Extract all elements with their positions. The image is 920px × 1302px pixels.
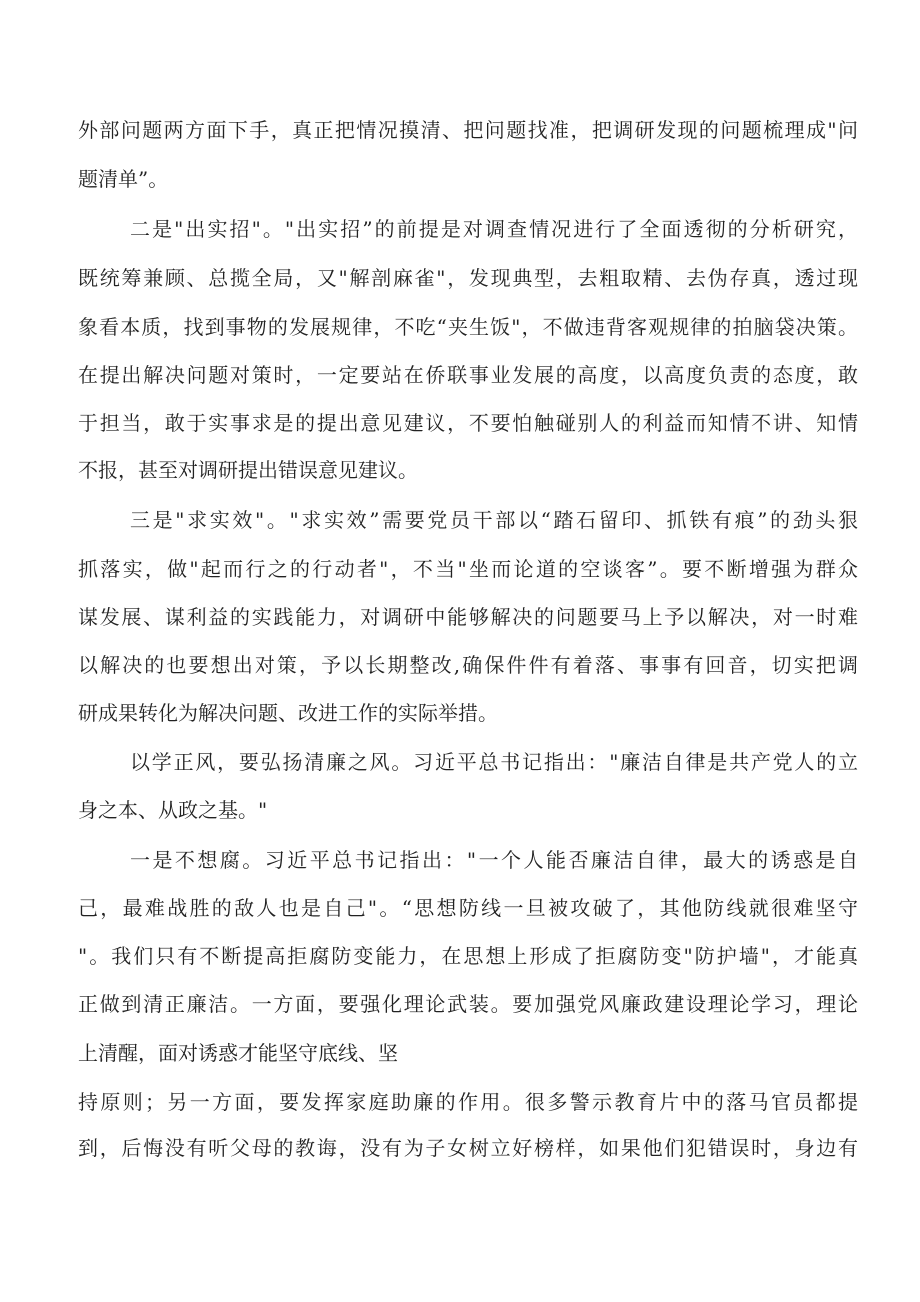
text-line: 谋发展、谋利益的实践能力，对调研中能够解决的问题要马上予以解决，对一时难 (78, 605, 858, 629)
paragraph-start-line: 三是"求实效"。"求实效”需要党员干部以“踏石留印、抓铁有痕”的劲头狠 (130, 508, 858, 532)
text-line: 于担当，敢于实事求是的提出意见建议，不要怕触碰别人的利益而知情不讲、知情 (78, 411, 858, 435)
text-line: 既统筹兼顾、总揽全局，又"解剖麻雀"，发现典型，去粗取精、去伪存真，透过现 (78, 266, 858, 290)
text-line: 正做到清正廉洁。一方面，要强化理论武装。要加强党风廉政建设理论学习，理论 (78, 992, 858, 1016)
text-line: 持原则；另一方面，要发挥家庭助廉的作用。很多警示教育片中的落马官员都提 (78, 1090, 858, 1114)
text-line: 题清单”。 (78, 167, 169, 191)
paragraph-start-line: 二是"出实招"。"出实招”的前提是对调查情况进行了全面透彻的分析研究， (130, 217, 858, 241)
text-line: 身之本、从政之基。" (78, 798, 268, 822)
paragraph-start-line: 一是不想腐。习近平总书记指出："一个人能否廉洁自律，最大的诱惑是自 (130, 848, 858, 872)
text-line: 以解决的也要想出对策，予以长期整改,确保件件有着落、事事有回音，切实把调 (78, 653, 858, 677)
text-line: 到，后悔没有听父母的教诲，没有为子女树立好榜样，如果他们犯错误时，身边有 (78, 1136, 858, 1160)
paragraph-start-line: 以学正风，要弘扬清廉之风。习近平总书记指出："廉洁自律是共产党人的立 (130, 750, 858, 774)
text-line: 己，最难战胜的敌人也是自己"。“思想防线一旦被攻破了，其他防线就很难坚守 (78, 896, 858, 920)
text-line: 在提出解决问题对策时，一定要站在侨联事业发展的高度，以高度负责的态度，敢 (78, 363, 858, 387)
text-line: 不报，甚至对调研提出错误意见建议。 (78, 458, 418, 482)
text-line: "。我们只有不断提高拒腐防变能力，在思想上形成了拒腐防变"防护墙"，才能真 (78, 944, 858, 968)
text-line: 象看本质，找到事物的发展规律，不吃“夹生饭"，不做违背客观规律的拍脑袋决策。 (78, 315, 858, 339)
text-line: 上清醒，面对诱惑才能坚守底线、坚 (78, 1041, 398, 1065)
text-line: 抓落实，做"起而行之的行动者"，不当"坐而论道的空谈客”。要不断增强为群众 (78, 557, 858, 581)
text-line: 外部问题两方面下手，真正把情况摸清、把问题找准，把调研发现的问题梳理成"问 (78, 118, 858, 142)
text-line: 研成果转化为解决问题、改进工作的实际举措。 (78, 701, 498, 725)
